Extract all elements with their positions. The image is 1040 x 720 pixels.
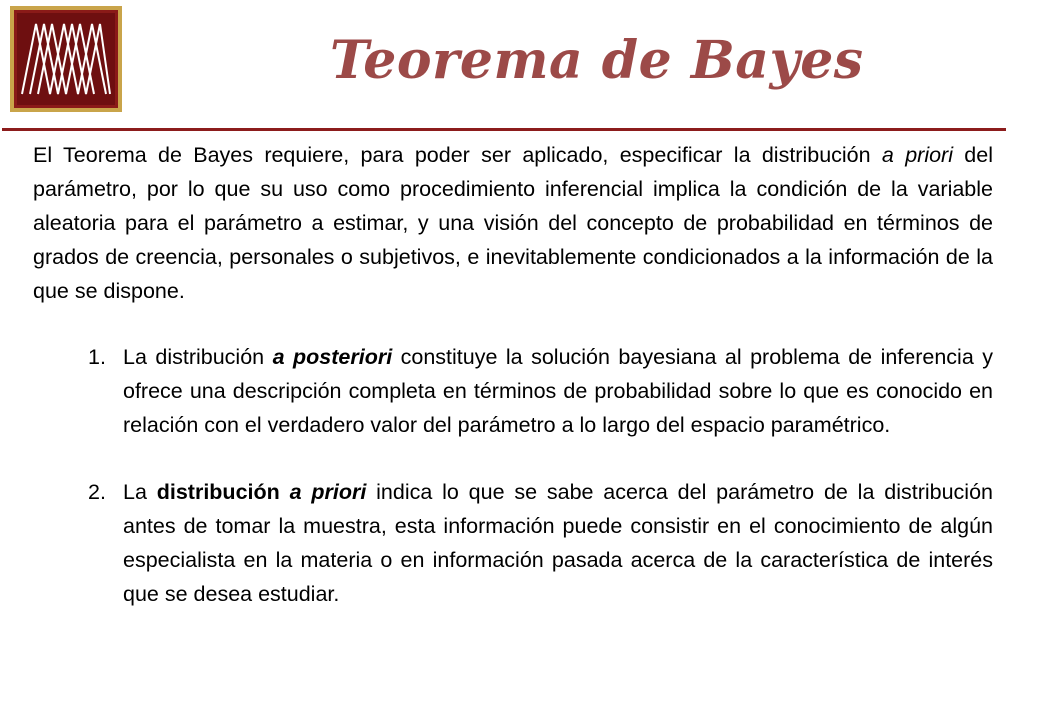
intro-text: El Teorema de Bayes requiere, para poder ser aplicado, especificar la distribución <box>33 143 882 167</box>
item-text: La distribución <box>123 345 273 369</box>
list-item <box>33 475 993 611</box>
intro-emphasis: a priori <box>881 143 953 167</box>
item-emphasis: a priori <box>289 480 367 504</box>
item-emphasis: a posteriori <box>272 345 393 369</box>
logo-mark-icon <box>14 10 118 108</box>
list-item <box>33 340 993 442</box>
slide-body <box>33 138 993 644</box>
title-divider <box>2 128 1006 131</box>
page-title: Teorema de Bayes <box>330 30 864 91</box>
item-text-end: constituye la solución bayesiana al problema de inferencia y ofrece una descripción completa en términos de probabilidad sobre lo que es conocido en relación con el verdadero valor del parámetro a lo largo del espacio paramétrico. <box>123 345 993 437</box>
institution-logo <box>10 6 122 112</box>
item-text-end: indica lo que se sabe acerca del parámetro de la distribución antes de tomar la muestra, esta información puede consistir en el conocimiento de algún especialista en la materia o en información pasada acerca de la característica de interés que se desea estudiar. <box>123 480 993 606</box>
intro-text-end: del parámetro, por lo que su uso como procedimiento inferencial implica la condición de la variable aleatoria para el parámetro a estimar, y una visión del concepto de probabilidad en términos de grados de creencia, personales o subjetivos, e inevitablemente condicionados a la información de la que se dispone. <box>33 143 993 303</box>
intro-paragraph <box>33 138 993 308</box>
item-bold: distribución <box>156 480 280 504</box>
numbered-list <box>33 340 993 611</box>
list-number: 1. <box>88 345 106 369</box>
item-text: La <box>123 480 157 504</box>
list-number: 2. <box>88 480 106 504</box>
